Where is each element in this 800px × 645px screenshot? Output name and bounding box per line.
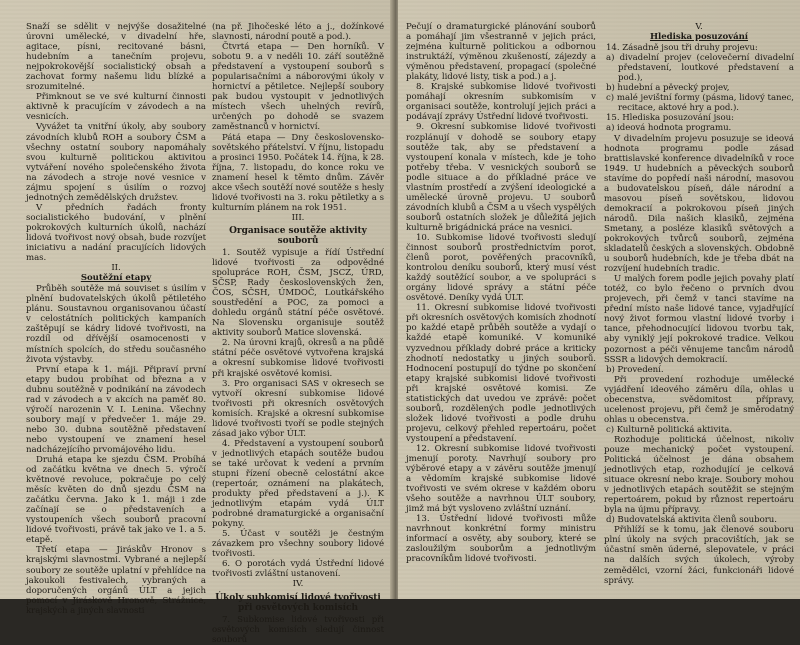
list-item: 15. Hlediska posuzování jsou: — [606, 113, 734, 124]
paragraph: 10. Subkomise lidové tvořivosti sledují činnost souborů prostřednictvím porot, členů porot, pověřených pracovníků, kontrolou deníku souborů, který musí vést každý soutěžící soubor, a ve spolupráci s orgány lidové správy a státní péče osvětové. Deníky vydá ÚLT. — [406, 232, 596, 304]
paragraph: Druhá etapa ke sjezdu ČSM. Probíhá od začátku května ve dnech 5. výročí květnové revoluce, pokračuje po celý měsíc květen do dnů sjezdu ČSM na začátku června. Jako k 1. máji i zde začínají se o představeních a vystoupeních všech souborů pracovní lidové tvořivosti, právě tak jako ve 1. a 5. etapě. — [26, 455, 206, 546]
paragraph: 8. Krajské subkomise lidové tvořivosti pomáhají okresním subkomisím v organisaci soutěže, kontrolují jejich práci a podávají zprávy Ústřední lidové tvořivosti. — [406, 82, 596, 123]
right-page — [398, 0, 800, 599]
right-page-column-1 — [406, 22, 596, 565]
paragraph: 1. Soutěž vypisuje a řídí Ústřední lidové tvořivosti za odpovědné spolupráce ROH, ČSM, JSCZ, ÚRD, SČSP, Rady československých žen, ČOS, SČSH, ÚMDOČ, Loutkářského soustředění a POC, za pomoci a dohledu orgánů státní péče osvětové. Na Slovensku organisuje soutěž aktivity souborů Matice slovenská. — [212, 247, 384, 339]
list-item: c) Kulturně politická aktivita. — [606, 424, 733, 435]
paragraph: 6. O porotách vydá Ústřední lidové tvořivosti zvláštní ustanovení. — [212, 559, 384, 580]
paragraph: 3. Pro organisaci SAS v okresech se vytvoří okresní subkomise lidové tvořivosti při okresních osvětových komisích. Krajské a okresní subkomise lidové tvořivosti tvoří se podle stejných zásad jako výbor ÚLT. — [212, 378, 384, 439]
paragraph: Pátá etapa — Dny československo-sovětského přátelství. V říjnu, listopadu a prosinci 1950. Počátek 14. října, k 28. října, 7. listopadu, do konce roku ve znamení hesel k těmto dnům. Závěr akce všech soutěží nové soutěže s hesly lidové tvořivosti na 3. roku pětiletky a s kulturním plánem na rok 1951. — [212, 132, 384, 213]
paragraph: Přimknout se ve své kulturní činnosti aktivně k pracujícím v závodech a na vesnicích. — [26, 92, 206, 123]
paragraph: Snaží se sdělit v nejvýše dosažitelné úrovni umělecké, v divadelní hře, agitace, písni, recitované básni, hudebním a tanečním projevu, nejpokrokovější socialistický obsah a zachovat formy našemu lidu blízké a srozumitelné. — [26, 22, 206, 93]
list-item: d) Budovatelská aktivita členů souboru. — [606, 515, 777, 526]
paragraph: 2. Na úrovni krajů, okresů a na půdě státní péče osvětové vytvořena krajská a okresní subkomise lidové tvořivosti při krajské osvětové komisi. — [212, 338, 384, 379]
list-item: b) hudební a pěvecký projev, — [606, 83, 730, 94]
paragraph: 7. Subkomise lidové tvořivosti při osvětových komisích sledují činnost souborů — [212, 614, 384, 645]
paragraph: U malých forem podle jejich povahy platí totéž, co bylo řečeno o prvních dvou projevech, při čemž v tanci stavíme na přední místo naše lidové tance, vyjadřující nový život formou vlastní lidové tvorby i tance, přehodnocující lidovou tvorbu tak, aby vyniklý její pokrokové tradice. Velkou pozornost a péči věnujeme tancům národů SSSR a lidových demokracií. — [604, 274, 794, 365]
paragraph: 9. Okresní subkomise lidové tvořivosti rozplánují v dohodě se soubory etapy soutěže tak, aby se představení a vystoupení konala v místech, kde je toho potřeby třeba. V vesnických souborů se podle situace a do příkladné práce ve vlastním prostředí a zvýšení ideologické a umělecké úrovně projevu. U souborů závodních klubů a ČSM a u všech vyspělých souborů ostatních složek je důležitá jejich kulturně brigádnická práce na vesnici. — [406, 122, 596, 233]
list-item: 14. Zásadně jsou tři druhy projevu: — [606, 43, 758, 54]
paragraph: Třetí etapa — Jiráskův Hronov s krajskými slavnostmi. Vybrané a nejlepší soubory ze soutěže uplatní v přehlídce na jakoukoli festivalech, vybraných a doporučených orgánů ÚLT a jejich pomocí v Jiráskově Hronově, Strážnice, krajských a jiných slavnosti — [26, 545, 206, 616]
paragraph: Pečují o dramaturgické plánování souborů a pomáhají jim všestranně v jejich práci, zejména kulturně politickou a odbornou instruktáží, výměnou zkušeností, zájezdy a výměnou představení, propagací (společné plakáty, lidové listy, tisk a pod.) a j. — [406, 22, 596, 83]
paragraph: V předních řadách fronty socialistického budování, v plnění pokrokových kulturních úkolů, nachází lidová tvořivost nový obsah, bude rozvíjet iniciativu a nadání pracujících lidových mas. — [26, 202, 206, 264]
paragraph: Vyvážet ta vnitřní úkoly, aby soubory závodních klubů ROH a soubory ČSM a všechny ostatní soubory napomáhaly svou kulturně politickou aktivitou vytváření nového společenského života na závodech a stroje nové vesnice v zájmu spojení s úsilím o rozvoj jednotných zemědělských družstev. — [26, 122, 206, 203]
left-page-column-2 — [212, 22, 384, 645]
criteria-list — [604, 43, 794, 133]
section-number: IV. — [292, 579, 304, 590]
col1-body — [26, 22, 206, 263]
paragraph: 13. Ústřední lidové tvořivosti může navrhnout konkrétní formy ministru informací a osvěty, aby soubory, které se zasloužilým souborům a jednotlivým pracovníkům lidové tvořivosti. — [406, 514, 596, 565]
section-number: V. — [695, 22, 703, 32]
paragraph: Rozhoduje politická účelnost, nikoliv pouze mechanický počet vystoupení. Politická účelnost je dána obsahem jednotlivých etap, rozhodující je celková situace okresní nebo kraje. Soubory mohou v jednotlivých etapách soutěžit se stejným repertoárem, pokud by různost repertoáru byla na újmu přípravy. — [604, 434, 794, 516]
paragraph: Při provedení rozhoduje umělecké vyjádření ideového záměru díla, ohlas u obecenstva, svědomitost přípravy, ucelenost projevu, při čemž je směrodatný ohlas u obecenstva. — [604, 374, 794, 425]
left-page — [0, 0, 392, 645]
left-page-column-1 — [26, 22, 206, 616]
paragraph: 11. Okresní subkomise lidové tvořivosti při okresních osvětových komisích zhodnotí po každé etapě průběh soutěže a vydají o každé etapě komuniké. V komuniké vyzvednou příklady dobré práce a kriticky zhodnotí nedostatky u jiných souborů. Hodnocení postupují do týdne po skončení etapy krajské subkomisi lidové tvořivosti při krajské osvětové komisi. Ze statistických dat uvedou ve zprávě: počet souborů, rozdělených podle jednotlivých složek lidové tvořivosti a podle druhu projevu, celkový přehled repertoáru, počet vystoupení a představení. — [406, 303, 596, 444]
right-page-column-2 — [604, 22, 794, 586]
list-item: a) divadelní projev (celovečerní divadelní představení, loutkové představení a pod.), — [606, 53, 794, 84]
paragraph: Přihlíží se k tomu, jak členové souboru plní úkoly na svých pracovištích, jak se účastní směn úderné, slepovatele, v práci na dalších svých úkolech, výroby zemědělci, vzorní žáci, funkcionáři lidové správy. — [604, 525, 794, 586]
paragraph: Průběh soutěže má souviset s úsilím v plnění budovatelských úkolů pětiletého plánu. Soustavnou organisovanou účastí v celostátních politických kampaních zaštěpují se kádry lidové tvořivosti, na rozdíl od dřívější osamocenosti v místních spolcích, do středu současného života výstavby. — [26, 284, 206, 365]
section-title: Úkoly subkomisí lidové tvořivosti při osvětových komisích — [215, 592, 381, 614]
paragraph: 4. Představení a vystoupení souborů v jednotlivých etapách soutěže budou se také určovat k vedení a prvním stupni řízení obecně celostátní akce (repertoár, oznámení na plakátech, produkty před představení a j.). K jednotlivým etapám vydá ÚLT podrobné dramaturgické a organisační pokyny. — [212, 438, 384, 530]
list-item: c) malé jevištní formy (pásma, lidový tanec, recitace, aktové hry a pod.). — [606, 93, 794, 114]
paragraph: 5. Účast v soutěži je čestným závazkem pro všechny soubory lidové tvořivosti. — [212, 529, 384, 560]
paragraph: V divadelním projevu posuzuje se ideová hodnota programu podle zásad brattislavské konference divadelníků v roce 1949. U hudebních a pěveckých souborů stavíme do popředí naši národní, masovou a budovatelskou píseň, dále národní a masovou píseň sovětskou, lidovou demokracií a pokrokovou píseň jiných národů. Dila našich klasiků, zejména Smetany, a posléze klasiků světových a pokrokových tvůrců souborů, zejména skladatelů českých a slovenských. Obdobně u souborů hudebních, kde je třeba dbát na rozvíjení hudebních tradic. — [604, 133, 794, 275]
section-number: II. — [111, 263, 121, 274]
section-title: Soutěžní etapy — [80, 273, 152, 284]
paragraph: První etapa k 1. máji. Připraví první etapy budou probíhat od března a v dubnu soutěžně v podnikání na závodech rad v závodech a v akcích na paměť 80. výročí narozenin V. I. Lenina. Všechny soubory mají v předvečer 1. máje 29. nebo 30. dubna soutěžně představení nebo vystoupení ve znamení hesel nadcházejícího prvomájového lidu. — [26, 364, 206, 455]
criteria-list-2 — [604, 365, 794, 586]
list-item: b) Provedení. — [606, 364, 664, 375]
section-title: Hlediska posuzování — [649, 32, 749, 43]
paragraph: Čtvrtá etapa — Den horníků. V sobotu 9. a v neděli 10. září soutěžně představení a vystoupení souborů s popularisačními a náborovými úkoly v hornictví a pětiletce. Nejlepší soubory pak budou vystoupit v jednotlivých místech všech uhelných revírů, určených po dohodě se svazem zaměstnanců v hornictví. — [212, 42, 384, 133]
list-item: a) ideová hodnota programu. — [606, 123, 732, 134]
section-number: III. — [291, 212, 305, 223]
paragraph: 12. Okresní subkomise lidové tvořivosti jmenují poroty. Navrhují soubory pro výběrové etapy a v závěru soutěže jmenují a vědomím krajské subkomise lidové tvořivosti ve svém okrese v každém oboru všeho soutěže a navrhnou ÚLT soubory, jimž má být vysloveno zvláštní uznání. — [406, 443, 596, 515]
section-title: Organisace soutěže aktivity souborů — [229, 225, 367, 247]
paragraph: (na př. Jihočeské léto a j., dožínkové slavnosti, národní poutě a pod.). — [212, 22, 384, 43]
